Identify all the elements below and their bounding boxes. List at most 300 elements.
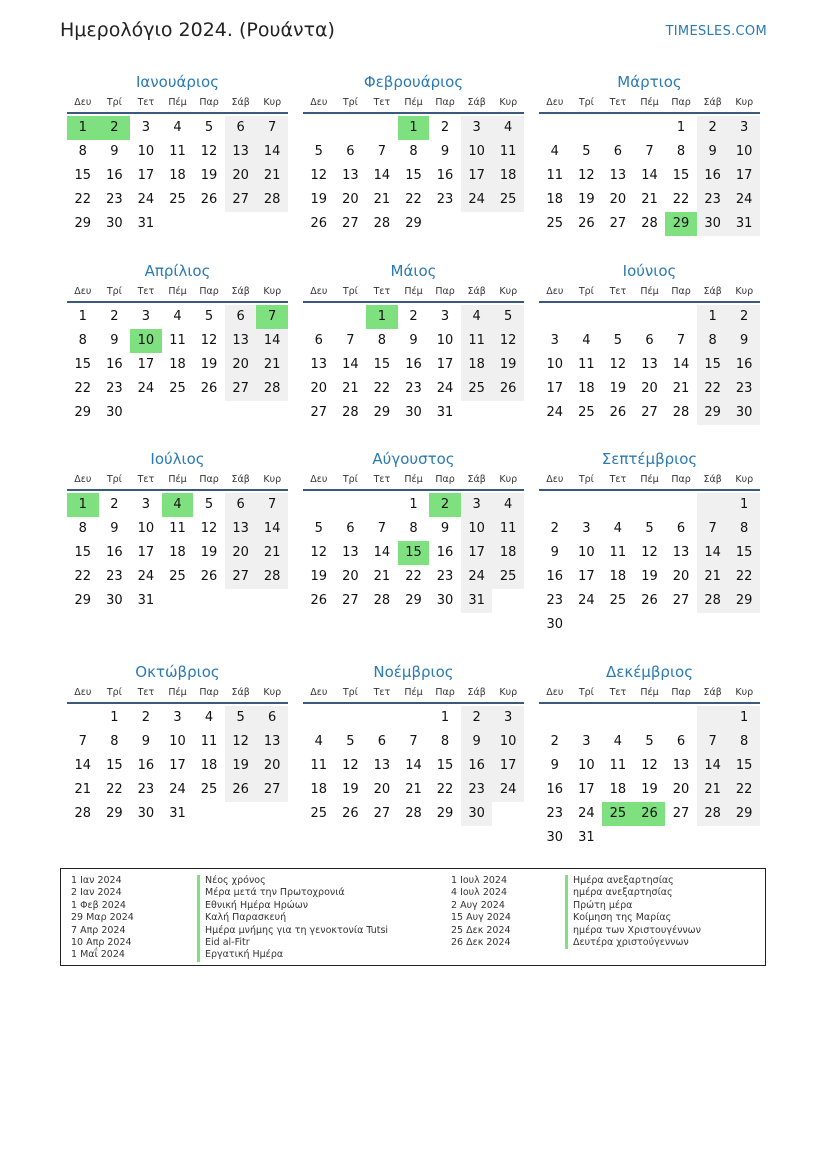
day-cell[interactable]: 21 — [373, 569, 391, 584]
day-cell[interactable]: 24 — [728, 188, 760, 212]
day-cell[interactable]: 29 — [697, 401, 729, 425]
day-cell[interactable]: 28 — [256, 565, 288, 589]
day-cell[interactable]: 19 — [310, 569, 328, 584]
day-cell[interactable]: 7 — [256, 116, 288, 140]
day-cell[interactable]: 25 — [609, 593, 627, 608]
day-cell[interactable]: 10 — [492, 730, 524, 754]
day-cell[interactable]: 31 — [461, 589, 493, 613]
day-cell[interactable]: 10 — [137, 144, 155, 159]
day-cell[interactable]: 7 — [409, 734, 418, 749]
day-cell[interactable]: 29 — [728, 802, 760, 826]
day-cell[interactable]: 26 — [225, 778, 257, 802]
day-cell[interactable]: 24 — [461, 188, 493, 212]
day-cell[interactable]: 21 — [697, 565, 729, 589]
day-cell[interactable]: 9 — [461, 730, 493, 754]
day-cell[interactable]: 29 — [74, 593, 92, 608]
day-cell[interactable]: 4 — [173, 120, 182, 135]
day-cell[interactable]: 15 — [74, 168, 92, 183]
day-cell[interactable]: 3 — [141, 497, 151, 512]
day-cell[interactable]: 14 — [405, 758, 422, 773]
day-cell[interactable]: 30 — [728, 401, 760, 425]
day-cell[interactable]: 20 — [672, 569, 690, 584]
day-cell[interactable]: 8 — [728, 517, 760, 541]
day-cell[interactable]: 12 — [310, 545, 328, 560]
day-cell[interactable]: 27 — [225, 377, 257, 401]
day-cell[interactable]: 25 — [546, 216, 564, 231]
day-cell[interactable]: 10 — [578, 545, 595, 560]
day-cell[interactable]: 2 — [141, 710, 151, 725]
day-cell[interactable]: 5 — [204, 497, 214, 512]
day-cell[interactable]: 9 — [697, 140, 729, 164]
day-cell[interactable]: 12 — [578, 168, 595, 183]
day-cell[interactable]: 27 — [225, 565, 257, 589]
day-cell[interactable]: 30 — [546, 830, 564, 845]
day-cell[interactable]: 25 — [200, 782, 218, 797]
day-cell[interactable]: 26 — [200, 381, 218, 396]
day-cell[interactable]: 6 — [346, 521, 355, 536]
day-cell[interactable]: 16 — [106, 168, 123, 183]
day-cell[interactable]: 7 — [697, 517, 729, 541]
day-cell[interactable]: 26 — [342, 806, 359, 821]
day-cell[interactable]: 9 — [440, 144, 450, 159]
day-cell[interactable]: 14 — [373, 168, 391, 183]
day-cell[interactable]: 22 — [405, 569, 422, 584]
day-cell[interactable]: 11 — [200, 734, 218, 749]
day-cell[interactable]: 30 — [106, 216, 123, 231]
day-cell[interactable]: 31 — [728, 212, 760, 236]
day-cell[interactable]: 26 — [200, 192, 218, 207]
day-cell[interactable]: 25 — [492, 565, 524, 589]
day-cell[interactable]: 13 — [225, 517, 257, 541]
day-cell[interactable]: 17 — [137, 545, 155, 560]
day-cell[interactable]: 19 — [641, 782, 658, 797]
day-cell[interactable]: 3 — [728, 116, 760, 140]
day-cell[interactable]: 24 — [461, 565, 493, 589]
day-cell[interactable]: 2 — [550, 521, 559, 536]
day-cell[interactable]: 23 — [137, 782, 155, 797]
day-cell[interactable]: 13 — [641, 357, 658, 372]
day-cell[interactable]: 28 — [405, 806, 422, 821]
day-cell[interactable]: 2 — [697, 116, 729, 140]
day-cell[interactable]: 2 — [728, 305, 760, 329]
day-cell[interactable]: 21 — [373, 192, 391, 207]
day-cell[interactable]: 23 — [106, 381, 123, 396]
day-cell[interactable]: 24 — [137, 569, 155, 584]
day-cell[interactable]: 16 — [728, 353, 760, 377]
day-cell[interactable]: 23 — [461, 778, 493, 802]
day-cell[interactable]: 29 — [405, 216, 422, 231]
day-cell[interactable]: 6 — [377, 734, 387, 749]
day-cell[interactable]: 2 — [110, 497, 119, 512]
day-cell[interactable]: 7 — [256, 493, 288, 517]
day-cell[interactable]: 3 — [582, 734, 591, 749]
site-link[interactable]: TIMESLES.COM — [665, 24, 767, 39]
day-cell[interactable]: 5 — [346, 734, 355, 749]
day-cell[interactable]: 9 — [440, 521, 450, 536]
day-cell[interactable]: 10 — [436, 333, 454, 348]
day-cell[interactable]: 8 — [697, 329, 729, 353]
day-cell[interactable]: 5 — [225, 706, 257, 730]
day-cell[interactable]: 20 — [641, 381, 658, 396]
day-cell[interactable]: 20 — [256, 754, 288, 778]
day-cell[interactable]: 16 — [405, 357, 422, 372]
day-cell[interactable]: 21 — [697, 778, 729, 802]
day-cell[interactable]: 4 — [173, 309, 182, 324]
day-cell[interactable]: 20 — [225, 353, 257, 377]
day-cell[interactable]: 15 — [672, 168, 690, 183]
day-cell[interactable]: 13 — [256, 730, 288, 754]
day-cell[interactable]: 1 — [697, 305, 729, 329]
day-cell[interactable]: 26 — [200, 569, 218, 584]
day-cell[interactable]: 16 — [106, 545, 123, 560]
day-cell[interactable]: 11 — [492, 140, 524, 164]
day-cell[interactable]: 15 — [728, 541, 760, 565]
day-cell[interactable]: 23 — [106, 192, 123, 207]
day-cell[interactable]: 4 — [204, 710, 214, 725]
day-cell[interactable]: 6 — [256, 706, 288, 730]
day-cell[interactable]: 23 — [546, 593, 564, 608]
day-cell[interactable]: 17 — [461, 541, 493, 565]
day-cell[interactable]: 6 — [676, 734, 686, 749]
day-cell[interactable]: 4 — [492, 116, 524, 140]
day-cell[interactable]: 14 — [256, 517, 288, 541]
day-cell[interactable]: 3 — [550, 333, 559, 348]
day-cell[interactable]: 8 — [409, 521, 418, 536]
day-cell[interactable]: 21 — [256, 541, 288, 565]
day-cell[interactable]: 9 — [728, 329, 760, 353]
day-cell[interactable]: 29 — [728, 589, 760, 613]
day-cell[interactable]: 1 — [78, 309, 87, 324]
day-cell[interactable]: 24 — [169, 782, 186, 797]
day-cell[interactable]: 3 — [461, 493, 493, 517]
day-cell[interactable]: 19 — [492, 353, 524, 377]
day-cell[interactable]: 18 — [169, 357, 186, 372]
day-cell[interactable]: 1 — [440, 710, 450, 725]
day-cell[interactable]: 19 — [200, 545, 218, 560]
day-cell[interactable]: 12 — [200, 144, 218, 159]
day-cell[interactable]: 18 — [200, 758, 218, 773]
day-cell[interactable]: 8 — [110, 734, 119, 749]
day-cell[interactable]: 29 — [436, 806, 454, 821]
day-cell[interactable]: 13 — [672, 545, 690, 560]
day-cell[interactable]: 10 — [169, 734, 186, 749]
day-cell[interactable]: 18 — [169, 545, 186, 560]
day-cell[interactable]: 21 — [405, 782, 422, 797]
day-cell[interactable]: 20 — [342, 569, 359, 584]
day-cell[interactable]: 7 — [676, 333, 686, 348]
day-cell[interactable]: 3 — [440, 309, 450, 324]
day-cell[interactable]: 16 — [546, 782, 564, 797]
day-cell[interactable]: 17 — [137, 168, 155, 183]
day-cell[interactable]: 15 — [436, 758, 454, 773]
day-cell[interactable]: 23 — [405, 381, 422, 396]
day-cell[interactable]: 3 — [141, 120, 151, 135]
day-cell[interactable]: 12 — [492, 329, 524, 353]
day-cell[interactable]: 14 — [342, 357, 359, 372]
day-cell[interactable]: 31 — [436, 405, 454, 420]
day-cell[interactable]: 15 — [728, 754, 760, 778]
day-cell[interactable]: 26 — [492, 377, 524, 401]
day-cell[interactable]: 6 — [676, 521, 686, 536]
day-cell[interactable]: 3 — [582, 521, 591, 536]
day-cell[interactable]: 8 — [440, 734, 450, 749]
day-cell[interactable]: 2 — [99, 116, 131, 140]
day-cell[interactable]: 16 — [697, 164, 729, 188]
day-cell[interactable]: 19 — [200, 357, 218, 372]
day-cell[interactable]: 31 — [169, 806, 186, 821]
day-cell[interactable]: 1 — [110, 710, 119, 725]
day-cell[interactable]: 1 — [398, 116, 430, 140]
day-cell[interactable]: 4 — [613, 521, 623, 536]
day-cell[interactable]: 4 — [550, 144, 559, 159]
day-cell[interactable]: 27 — [342, 593, 359, 608]
day-cell[interactable]: 9 — [550, 758, 559, 773]
day-cell[interactable]: 16 — [546, 569, 564, 584]
day-cell[interactable]: 26 — [578, 216, 595, 231]
day-cell[interactable]: 16 — [106, 357, 123, 372]
day-cell[interactable]: 16 — [436, 168, 454, 183]
day-cell[interactable]: 5 — [645, 734, 654, 749]
day-cell[interactable]: 27 — [225, 188, 257, 212]
day-cell[interactable]: 7 — [645, 144, 654, 159]
day-cell[interactable]: 8 — [728, 730, 760, 754]
day-cell[interactable]: 17 — [436, 357, 454, 372]
day-cell[interactable]: 9 — [409, 333, 418, 348]
day-cell[interactable]: 19 — [310, 192, 328, 207]
day-cell[interactable]: 17 — [492, 754, 524, 778]
day-cell[interactable]: 22 — [106, 782, 123, 797]
day-cell[interactable]: 31 — [137, 593, 155, 608]
day-cell[interactable]: 23 — [436, 192, 454, 207]
day-cell[interactable]: 30 — [436, 593, 454, 608]
day-cell[interactable]: 25 — [169, 192, 186, 207]
day-cell[interactable]: 28 — [373, 216, 391, 231]
day-cell[interactable]: 20 — [373, 782, 391, 797]
day-cell[interactable]: 11 — [609, 545, 627, 560]
day-cell[interactable]: 28 — [641, 216, 658, 231]
day-cell[interactable]: 18 — [492, 164, 524, 188]
day-cell[interactable]: 13 — [373, 758, 391, 773]
day-cell[interactable]: 21 — [641, 192, 658, 207]
day-cell[interactable]: 18 — [609, 782, 627, 797]
day-cell[interactable]: 30 — [137, 806, 155, 821]
day-cell[interactable]: 1 — [67, 116, 99, 140]
day-cell[interactable]: 25 — [578, 405, 595, 420]
day-cell[interactable]: 12 — [310, 168, 328, 183]
day-cell[interactable]: 27 — [310, 405, 328, 420]
day-cell[interactable]: 20 — [310, 381, 328, 396]
day-cell[interactable]: 17 — [546, 381, 564, 396]
day-cell[interactable]: 7 — [377, 521, 387, 536]
day-cell[interactable]: 19 — [225, 754, 257, 778]
day-cell[interactable]: 9 — [110, 333, 119, 348]
day-cell[interactable]: 8 — [78, 144, 87, 159]
day-cell[interactable]: 13 — [342, 168, 359, 183]
day-cell[interactable]: 17 — [578, 782, 595, 797]
day-cell[interactable]: 23 — [436, 569, 454, 584]
day-cell[interactable]: 12 — [200, 521, 218, 536]
day-cell[interactable]: 19 — [200, 168, 218, 183]
day-cell[interactable]: 6 — [225, 305, 257, 329]
day-cell[interactable]: 7 — [377, 144, 387, 159]
day-cell[interactable]: 2 — [429, 493, 461, 517]
day-cell[interactable]: 14 — [256, 329, 288, 353]
day-cell[interactable]: 14 — [672, 357, 690, 372]
day-cell[interactable]: 5 — [204, 120, 214, 135]
day-cell[interactable]: 1 — [728, 706, 760, 730]
day-cell[interactable]: 10 — [578, 758, 595, 773]
day-cell[interactable]: 17 — [169, 758, 186, 773]
day-cell[interactable]: 5 — [582, 144, 591, 159]
day-cell[interactable]: 27 — [609, 216, 627, 231]
day-cell[interactable]: 6 — [225, 116, 257, 140]
day-cell[interactable]: 6 — [225, 493, 257, 517]
day-cell[interactable]: 20 — [225, 164, 257, 188]
day-cell[interactable]: 9 — [110, 521, 119, 536]
day-cell[interactable]: 28 — [342, 405, 359, 420]
day-cell[interactable]: 15 — [373, 357, 391, 372]
day-cell[interactable]: 24 — [578, 806, 595, 821]
day-cell[interactable]: 12 — [641, 758, 658, 773]
day-cell[interactable]: 30 — [461, 802, 493, 826]
day-cell[interactable]: 23 — [546, 806, 564, 821]
day-cell[interactable]: 8 — [377, 333, 387, 348]
day-cell[interactable]: 2 — [461, 706, 493, 730]
day-cell[interactable]: 31 — [578, 830, 595, 845]
day-cell[interactable]: 22 — [728, 778, 760, 802]
day-cell[interactable]: 16 — [436, 545, 454, 560]
day-cell[interactable]: 26 — [609, 405, 627, 420]
day-cell[interactable]: 24 — [546, 405, 564, 420]
day-cell[interactable]: 13 — [342, 545, 359, 560]
day-cell[interactable]: 10 — [137, 521, 155, 536]
day-cell[interactable]: 5 — [204, 309, 214, 324]
day-cell[interactable]: 25 — [169, 569, 186, 584]
day-cell[interactable]: 30 — [405, 405, 422, 420]
day-cell[interactable]: 28 — [697, 802, 729, 826]
day-cell[interactable]: 28 — [256, 188, 288, 212]
day-cell[interactable]: 12 — [609, 357, 627, 372]
day-cell[interactable]: 14 — [256, 140, 288, 164]
day-cell[interactable]: 1 — [366, 305, 398, 329]
day-cell[interactable]: 3 — [461, 116, 493, 140]
day-cell[interactable]: 24 — [137, 381, 155, 396]
day-cell[interactable]: 25 — [461, 377, 493, 401]
day-cell[interactable]: 16 — [137, 758, 155, 773]
day-cell[interactable]: 12 — [641, 545, 658, 560]
day-cell[interactable]: 30 — [546, 617, 564, 632]
day-cell[interactable]: 27 — [342, 216, 359, 231]
day-cell[interactable]: 19 — [641, 569, 658, 584]
day-cell[interactable]: 23 — [697, 188, 729, 212]
day-cell[interactable]: 24 — [492, 778, 524, 802]
day-cell[interactable]: 9 — [141, 734, 151, 749]
day-cell[interactable]: 5 — [492, 305, 524, 329]
day-cell[interactable]: 4 — [582, 333, 591, 348]
day-cell[interactable]: 18 — [310, 782, 328, 797]
day-cell[interactable]: 2 — [440, 120, 450, 135]
day-cell[interactable]: 1 — [676, 120, 686, 135]
day-cell[interactable]: 25 — [602, 802, 634, 826]
day-cell[interactable]: 12 — [342, 758, 359, 773]
day-cell[interactable]: 5 — [314, 144, 323, 159]
day-cell[interactable]: 13 — [310, 357, 328, 372]
day-cell[interactable]: 27 — [641, 405, 658, 420]
day-cell[interactable]: 15 — [74, 545, 92, 560]
day-cell[interactable]: 19 — [609, 381, 627, 396]
day-cell[interactable]: 21 — [672, 381, 690, 396]
day-cell[interactable]: 2 — [110, 309, 119, 324]
day-cell[interactable]: 7 — [256, 305, 288, 329]
day-cell[interactable]: 25 — [492, 188, 524, 212]
day-cell[interactable]: 8 — [409, 144, 418, 159]
day-cell[interactable]: 23 — [106, 569, 123, 584]
day-cell[interactable]: 14 — [373, 545, 391, 560]
day-cell[interactable]: 21 — [256, 164, 288, 188]
day-cell[interactable]: 27 — [672, 806, 690, 821]
day-cell[interactable]: 18 — [461, 353, 493, 377]
day-cell[interactable]: 2 — [550, 734, 559, 749]
day-cell[interactable]: 26 — [310, 593, 328, 608]
day-cell[interactable]: 22 — [373, 381, 391, 396]
day-cell[interactable]: 28 — [74, 806, 92, 821]
day-cell[interactable]: 14 — [74, 758, 92, 773]
day-cell[interactable]: 18 — [578, 381, 595, 396]
day-cell[interactable]: 27 — [256, 778, 288, 802]
day-cell[interactable]: 12 — [200, 333, 218, 348]
day-cell[interactable]: 25 — [169, 381, 186, 396]
day-cell[interactable]: 8 — [78, 521, 87, 536]
day-cell[interactable]: 17 — [578, 569, 595, 584]
day-cell[interactable]: 13 — [672, 758, 690, 773]
day-cell[interactable]: 8 — [78, 333, 87, 348]
day-cell[interactable]: 30 — [697, 212, 729, 236]
day-cell[interactable]: 22 — [436, 782, 454, 797]
day-cell[interactable]: 22 — [672, 192, 690, 207]
day-cell[interactable]: 22 — [697, 377, 729, 401]
day-cell[interactable]: 11 — [169, 144, 186, 159]
day-cell[interactable]: 26 — [641, 593, 658, 608]
day-cell[interactable]: 6 — [613, 144, 623, 159]
day-cell[interactable]: 15 — [697, 353, 729, 377]
day-cell[interactable]: 11 — [609, 758, 627, 773]
day-cell[interactable]: 13 — [225, 329, 257, 353]
day-cell[interactable]: 18 — [546, 192, 564, 207]
day-cell[interactable]: 17 — [728, 164, 760, 188]
day-cell[interactable]: 29 — [106, 806, 123, 821]
day-cell[interactable]: 15 — [398, 541, 430, 565]
day-cell[interactable]: 5 — [613, 333, 623, 348]
day-cell[interactable]: 10 — [546, 357, 564, 372]
day-cell[interactable]: 29 — [405, 593, 422, 608]
day-cell[interactable]: 26 — [310, 216, 328, 231]
day-cell[interactable]: 4 — [461, 305, 493, 329]
day-cell[interactable]: 10 — [461, 517, 493, 541]
day-cell[interactable]: 26 — [634, 802, 666, 826]
day-cell[interactable]: 30 — [106, 593, 123, 608]
day-cell[interactable]: 8 — [676, 144, 686, 159]
day-cell[interactable]: 11 — [461, 329, 493, 353]
day-cell[interactable]: 5 — [314, 521, 323, 536]
day-cell[interactable]: 9 — [550, 545, 559, 560]
day-cell[interactable]: 30 — [106, 405, 123, 420]
day-cell[interactable]: 13 — [225, 140, 257, 164]
day-cell[interactable]: 6 — [346, 144, 355, 159]
day-cell[interactable]: 14 — [641, 168, 658, 183]
day-cell[interactable]: 11 — [546, 168, 564, 183]
day-cell[interactable]: 4 — [613, 734, 623, 749]
day-cell[interactable]: 22 — [405, 192, 422, 207]
